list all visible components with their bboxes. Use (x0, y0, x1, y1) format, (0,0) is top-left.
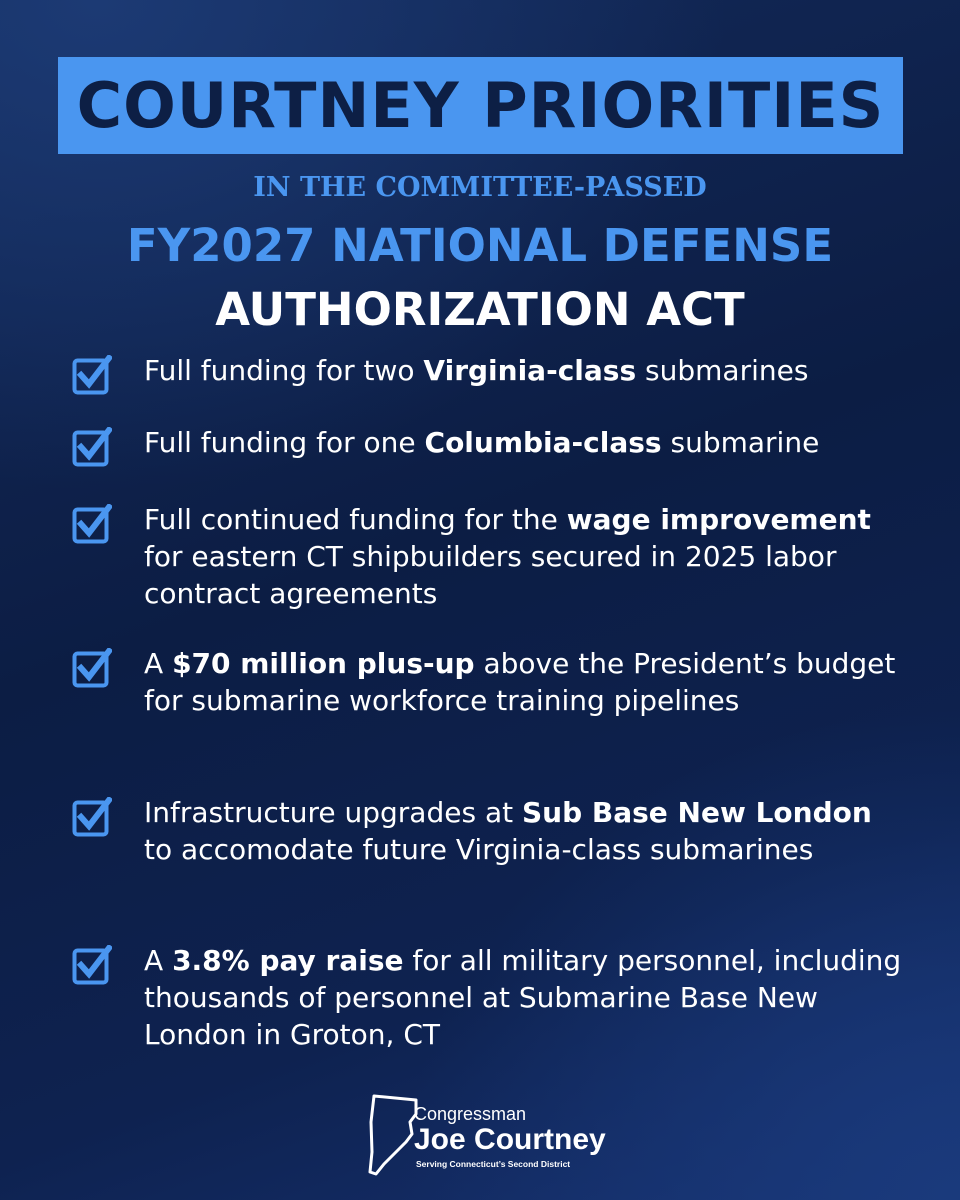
priority-item (72, 352, 902, 395)
priority-text-highlight: Sub Base New London (522, 796, 872, 829)
priority-text-part: submarine (661, 426, 820, 459)
priority-text-highlight: Virginia-class (423, 354, 637, 387)
priority-text-part: Full funding for two (144, 354, 424, 387)
priority-item (72, 501, 902, 612)
priority-item-text (144, 352, 808, 389)
priority-item-text (144, 424, 819, 461)
priority-text-part: for eastern CT shipbuilders secured in 2025 labor contract agreements (144, 540, 837, 610)
priority-text-highlight: Columbia-class (424, 426, 662, 459)
priority-text-highlight: wage improvement (566, 503, 871, 536)
priority-item-text (144, 501, 902, 612)
priority-text-part: Full continued funding for the (144, 503, 567, 536)
logo-title: Congressman (414, 1104, 527, 1124)
congressman-logo (366, 1092, 616, 1182)
priority-text-part: Full funding for one (144, 426, 425, 459)
checkbox-checked-icon (72, 504, 112, 544)
priority-item-text (144, 645, 902, 719)
priority-item-text (144, 942, 902, 1053)
checkbox-checked-icon (72, 648, 112, 688)
priority-item (72, 424, 902, 467)
checkbox-checked-icon (72, 427, 112, 467)
subtitle-act-name-line1: FY2027 NATIONAL DEFENSE (126, 219, 834, 272)
priority-item (72, 942, 902, 1053)
priority-text-part: submarines (636, 354, 809, 387)
title-banner (58, 57, 903, 154)
priority-item (72, 645, 902, 719)
priority-text-part: A (144, 944, 173, 977)
priority-text-part: for all military personnel, including thousands of personnel at Submarine Base New London in Groton, CT (144, 944, 902, 1051)
checkbox-checked-icon (72, 355, 112, 395)
priority-text-part: A (144, 647, 173, 680)
logo-tagline: Serving Connecticut’s Second District (416, 1159, 571, 1169)
priority-text-highlight: 3.8% pay raise (172, 944, 404, 977)
checkbox-checked-icon (72, 945, 112, 985)
subtitle-intro: IN THE COMMITTEE-PASSED (253, 172, 707, 203)
priority-item (72, 794, 902, 868)
subtitle-act-name-line2: AUTHORIZATION ACT (215, 283, 745, 336)
priority-item-text (144, 794, 902, 868)
page-title: COURTNEY PRIORITIES (76, 69, 885, 142)
priority-text-highlight: $70 million plus-up (172, 647, 475, 680)
priority-text-part: above the President’s budget for submarine workforce training pipelines (144, 647, 896, 717)
checkbox-checked-icon (72, 797, 112, 837)
priority-text-part: Infrastructure upgrades at (144, 796, 522, 829)
priority-text-part: to accomodate future Virginia-class submarines (144, 833, 814, 866)
logo-name: Joe Courtney (414, 1123, 606, 1156)
